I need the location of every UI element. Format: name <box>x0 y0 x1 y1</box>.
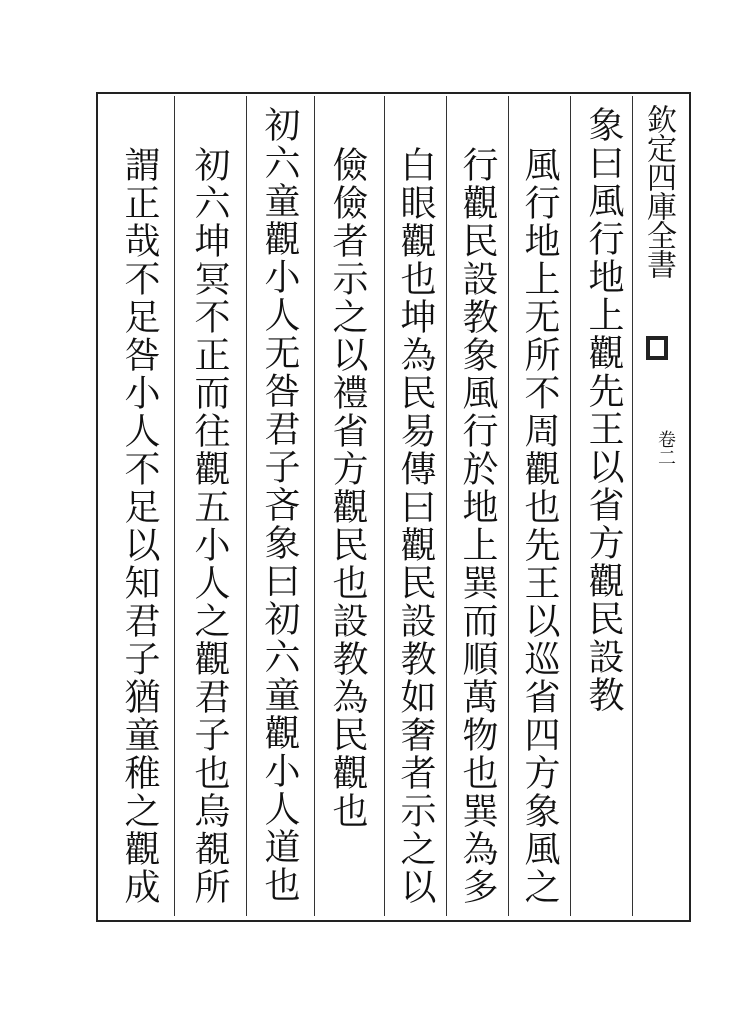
text-column-7: 初六坤冥不正而往觀五小人之觀君子也烏覩所 <box>189 146 230 906</box>
column-rule <box>508 96 509 916</box>
column-rule <box>314 96 315 916</box>
column-rule <box>246 96 247 916</box>
text-column-5: 儉儉者示之以禮省方觀民也設教為民觀也 <box>327 146 368 830</box>
text-column-8: 謂正哉不足咎小人不足以知君子猶童稚之觀成 <box>119 146 160 906</box>
margin-volume-label: 卷二 <box>655 430 676 466</box>
column-rule <box>632 96 633 916</box>
text-column-4: 白眼觀也坤為民易傳曰觀民設教如奢者示之以 <box>395 146 436 906</box>
text-column-6: 初六童觀小人无咎君子吝象曰初六童觀小人道也 <box>259 106 300 904</box>
column-rule <box>384 96 385 916</box>
text-column-2: 風行地上无所不周觀也先王以巡省四方象風之 <box>519 146 560 906</box>
text-column-3: 行觀民設教象風行於地上巽而順萬物也巽為多 <box>457 146 498 906</box>
text-column-1: 象曰風行地上觀先王以省方觀民設教 <box>583 106 624 714</box>
margin-book-title: 欽定四庫全書 <box>641 104 676 278</box>
column-rule <box>570 96 571 916</box>
fish-tail-mark <box>646 336 668 360</box>
column-rule <box>174 96 175 916</box>
column-rule <box>446 96 447 916</box>
